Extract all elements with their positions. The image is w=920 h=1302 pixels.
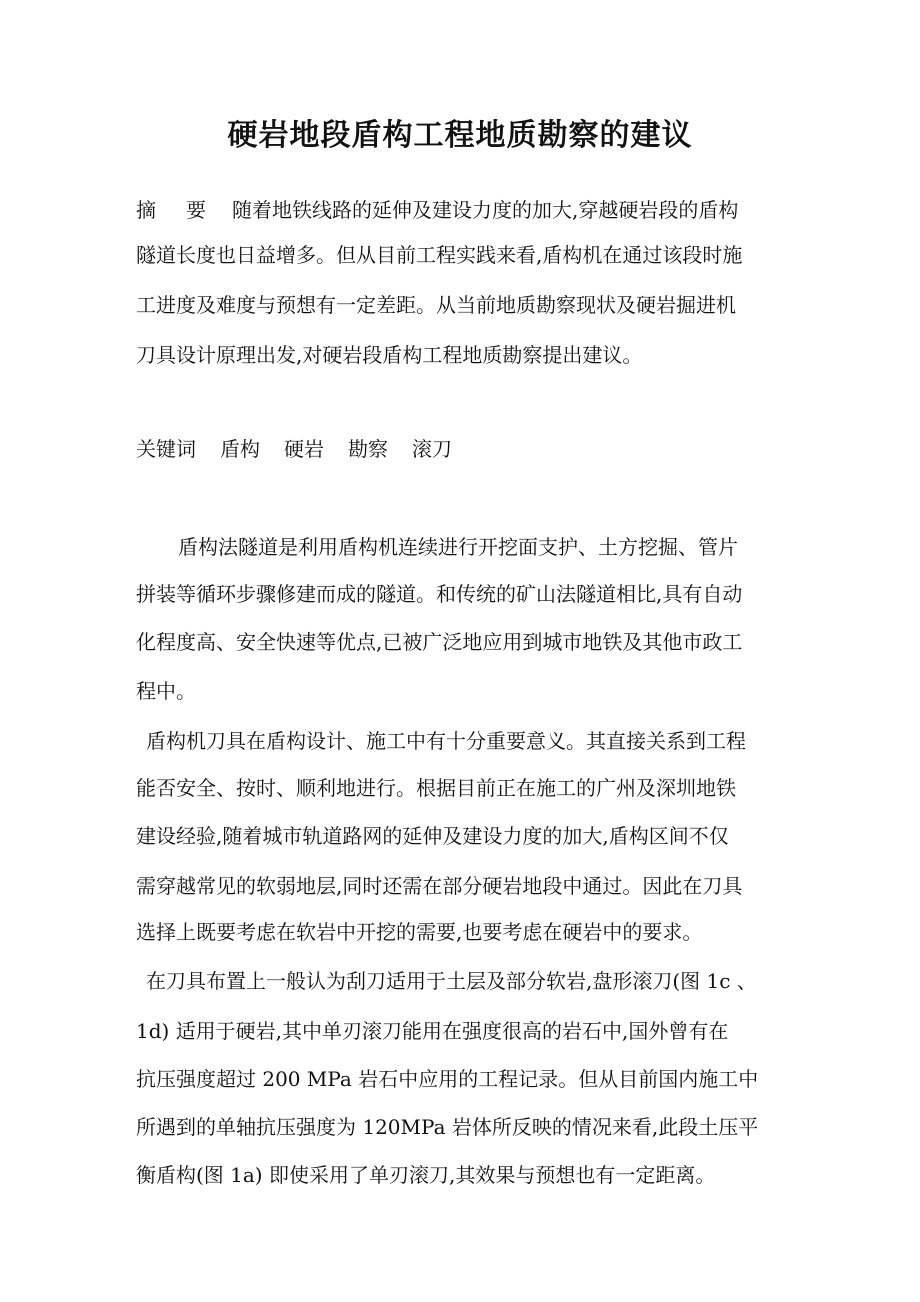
- body-line-14: 衡盾构(图 1a) 即使采用了单刃滚刀,其效果与预想也有一定距离。: [136, 1163, 716, 1187]
- abstract-label-a: 摘: [136, 198, 156, 222]
- body-line-6: 能否安全、按时、顺利地进行。根据目前正在施工的广州及深圳地铁: [136, 776, 736, 800]
- body-line-4: 程中。: [136, 679, 196, 703]
- keyword-item: 硬岩: [284, 437, 324, 461]
- body-line-13: 所遇到的单轴抗压强度为 120MPa 岩体所反映的情况来看,此段土压平: [136, 1115, 759, 1139]
- body-line-9: 选择上既要考虑在软岩中开挖的需要,也要考虑在硬岩中的要求。: [136, 920, 703, 944]
- abstract-line-1: [136, 196, 816, 224]
- keyword-item: 勘察: [348, 437, 388, 461]
- body-line-11: 1d) 适用于硬岩,其中单刃滚刀能用在强度很高的岩石中,国外曾有在: [136, 1019, 729, 1043]
- body-line-8: 需穿越常见的软弱地层,同时还需在部分硬岩地段中通过。因此在刀具: [136, 874, 743, 898]
- body-line-2: 拼装等循环步骤修建而成的隧道。和传统的矿山法隧道相比,具有自动: [136, 582, 743, 606]
- body-line-5: 盾构机刀具在盾构设计、施工中有十分重要意义。其直接关系到工程: [146, 729, 746, 753]
- body-line-7: 建设经验,随着城市轨道路网的延伸及建设力度的加大,盾构区间不仅: [136, 824, 729, 848]
- keywords-label: 关键词: [136, 437, 196, 461]
- abstract-text-1: 随着地铁线路的延伸及建设力度的加大,穿越硬岩段的盾构: [232, 198, 739, 222]
- body-line-1: 盾构法隧道是利用盾构机连续进行开挖面支护、土方挖掘、管片: [178, 535, 738, 559]
- keyword-item: 滚刀: [412, 437, 452, 461]
- abstract-line-2: 隧道长度也日益增多。但从目前工程实践来看,盾构机在通过该段时施: [136, 243, 743, 267]
- keywords-line: [136, 435, 816, 463]
- body-line-10: 在刀具布置上一般认为刮刀适用于土层及部分软岩,盘形滚刀(图 1c 、: [146, 969, 757, 993]
- body-line-3: 化程度高、安全快速等优点,已被广泛地应用到城市地铁及其他市政工: [136, 630, 743, 654]
- body-line-12: 抗压强度超过 200 MPa 岩石中应用的工程记录。但从目前国内施工中: [136, 1067, 759, 1091]
- abstract-line-4: 刀具设计原理出发,对硬岩段盾构工程地质勘察提出建议。: [136, 343, 643, 367]
- abstract-label-b: 要: [186, 198, 206, 222]
- keyword-item: 盾构: [220, 437, 260, 461]
- abstract-line-3: 工进度及难度与预想有一定差距。从当前地质勘察现状及硬岩掘进机: [136, 293, 736, 317]
- document-title: 硬岩地段盾构工程地质勘察的建议: [227, 118, 693, 153]
